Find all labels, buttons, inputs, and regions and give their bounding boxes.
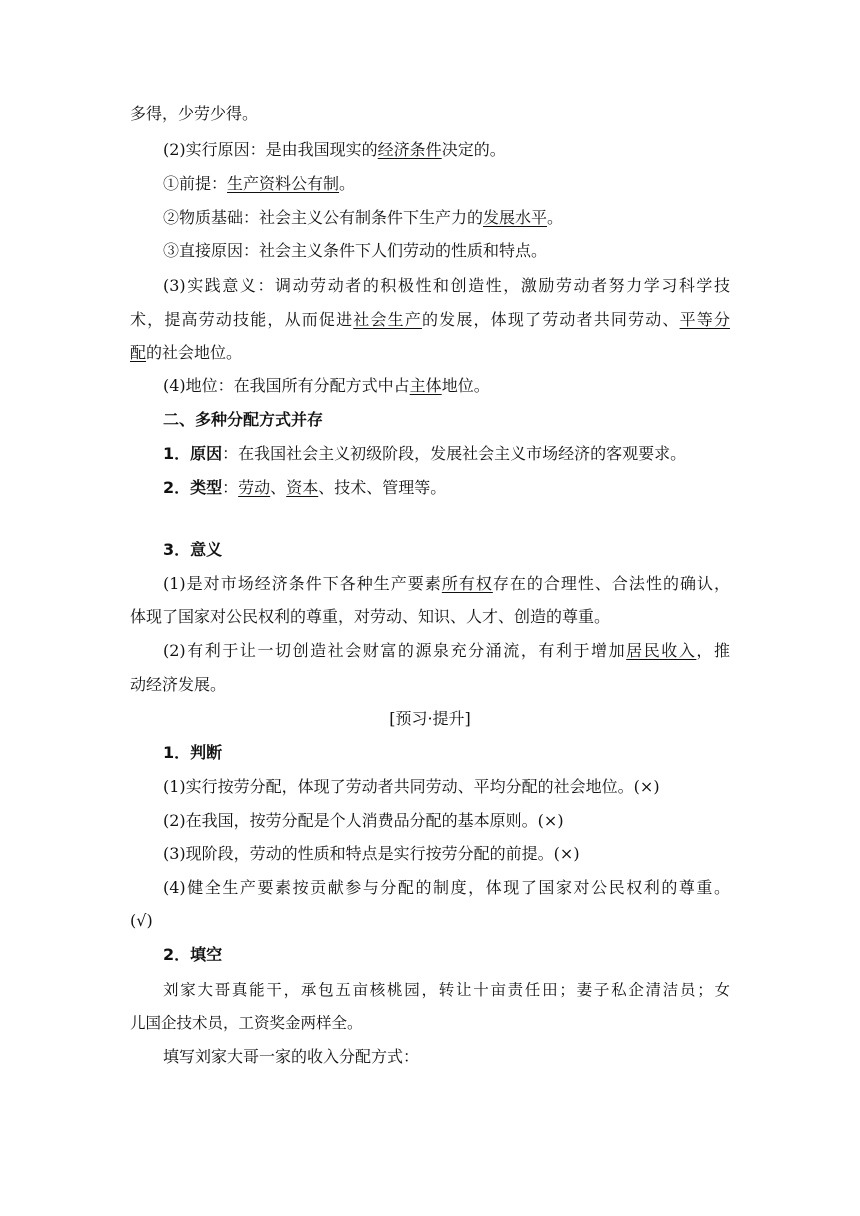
subsection-heading: 3．意义 <box>163 540 223 559</box>
blank-answer: 经济条件 <box>377 140 442 159</box>
text-line: (3)实践意义：调动劳动者的积极性和创造性，激励劳动者努力学习科学技 <box>163 276 730 295</box>
blank-answer: 居民收入 <box>626 641 697 660</box>
text-line: 术，提高劳动技能，从而促进社会生产的发展，体现了劳动者共同劳动、平等分 <box>130 310 730 329</box>
text-line: 1．原因：在我国社会主义初级阶段，发展社会主义市场经济的客观要求。 <box>163 444 687 463</box>
text-line: ③直接原因：社会主义条件下人们劳动的性质和特点。 <box>163 241 548 260</box>
text-line: 动经济发展。 <box>130 675 227 694</box>
blank-answer: 主体 <box>409 376 442 395</box>
question-item: (4)健全生产要素按贡献参与分配的制度，体现了国家对公民权利的尊重。 <box>163 878 730 897</box>
subsection-heading: 2．填空 <box>163 945 223 964</box>
text-line: (2)有利于让一切创造社会财富的源泉充分涌流，有利于增加居民收入，推 <box>163 641 730 660</box>
blank-answer: 生产资料公有制 <box>227 174 340 193</box>
text-line: ②物质基础：社会主义公有制条件下生产力的发展水平。 <box>163 208 564 227</box>
blank-answer: 配 <box>130 343 147 362</box>
question-item: (2)在我国，按劳分配是个人消费品分配的基本原则。(×) <box>163 811 564 830</box>
text-line: 多得，少劳少得。 <box>130 104 259 123</box>
text-line: 2．类型：劳动、资本、技术、管理等。 <box>163 478 447 497</box>
question-item: (1)实行按劳分配，体现了劳动者共同劳动、平均分配的社会地位。(×) <box>163 777 660 796</box>
text-line: 体现了国家对公民权利的尊重，对劳动、知识、人才、创造的尊重。 <box>130 607 611 626</box>
blank-answer: 平等分 <box>679 310 730 329</box>
text-line: 刘家大哥真能干，承包五亩核桃园，转让十亩责任田；妻子私企清洁员；女 <box>163 981 730 999</box>
question-item: (3)现阶段，劳动的性质和特点是实行按劳分配的前提。(×) <box>163 844 580 863</box>
subsection-heading: 1．判断 <box>163 743 223 762</box>
blank-answer: 发展水平 <box>483 208 548 227</box>
text-line: (2)实行原因：是由我国现实的经济条件决定的。 <box>163 140 506 159</box>
text-line: (1)是对市场经济条件下各种生产要素所有权存在的合理性、合法性的确认， <box>163 574 730 593</box>
blank-answer: 所有权 <box>441 574 493 593</box>
blank-answer: 社会生产 <box>353 310 422 329</box>
blank-answer: 劳动 <box>238 478 271 497</box>
question-answer: (√) <box>130 911 153 930</box>
text-line: 填写刘家大哥一家的收入分配方式： <box>163 1047 420 1066</box>
section-title: [预习·提升] <box>389 709 471 728</box>
text-line: ①前提：生产资料公有制。 <box>163 174 356 193</box>
blank-answer: 资本 <box>286 478 319 497</box>
text-line: 儿国企技术员，工资奖金两样全。 <box>130 1014 363 1032</box>
text-line: 配的社会地位。 <box>130 343 243 362</box>
text-line: (4)地位：在我国所有分配方式中占主体地位。 <box>163 376 490 395</box>
section-heading: 二、多种分配方式并存 <box>163 410 324 429</box>
